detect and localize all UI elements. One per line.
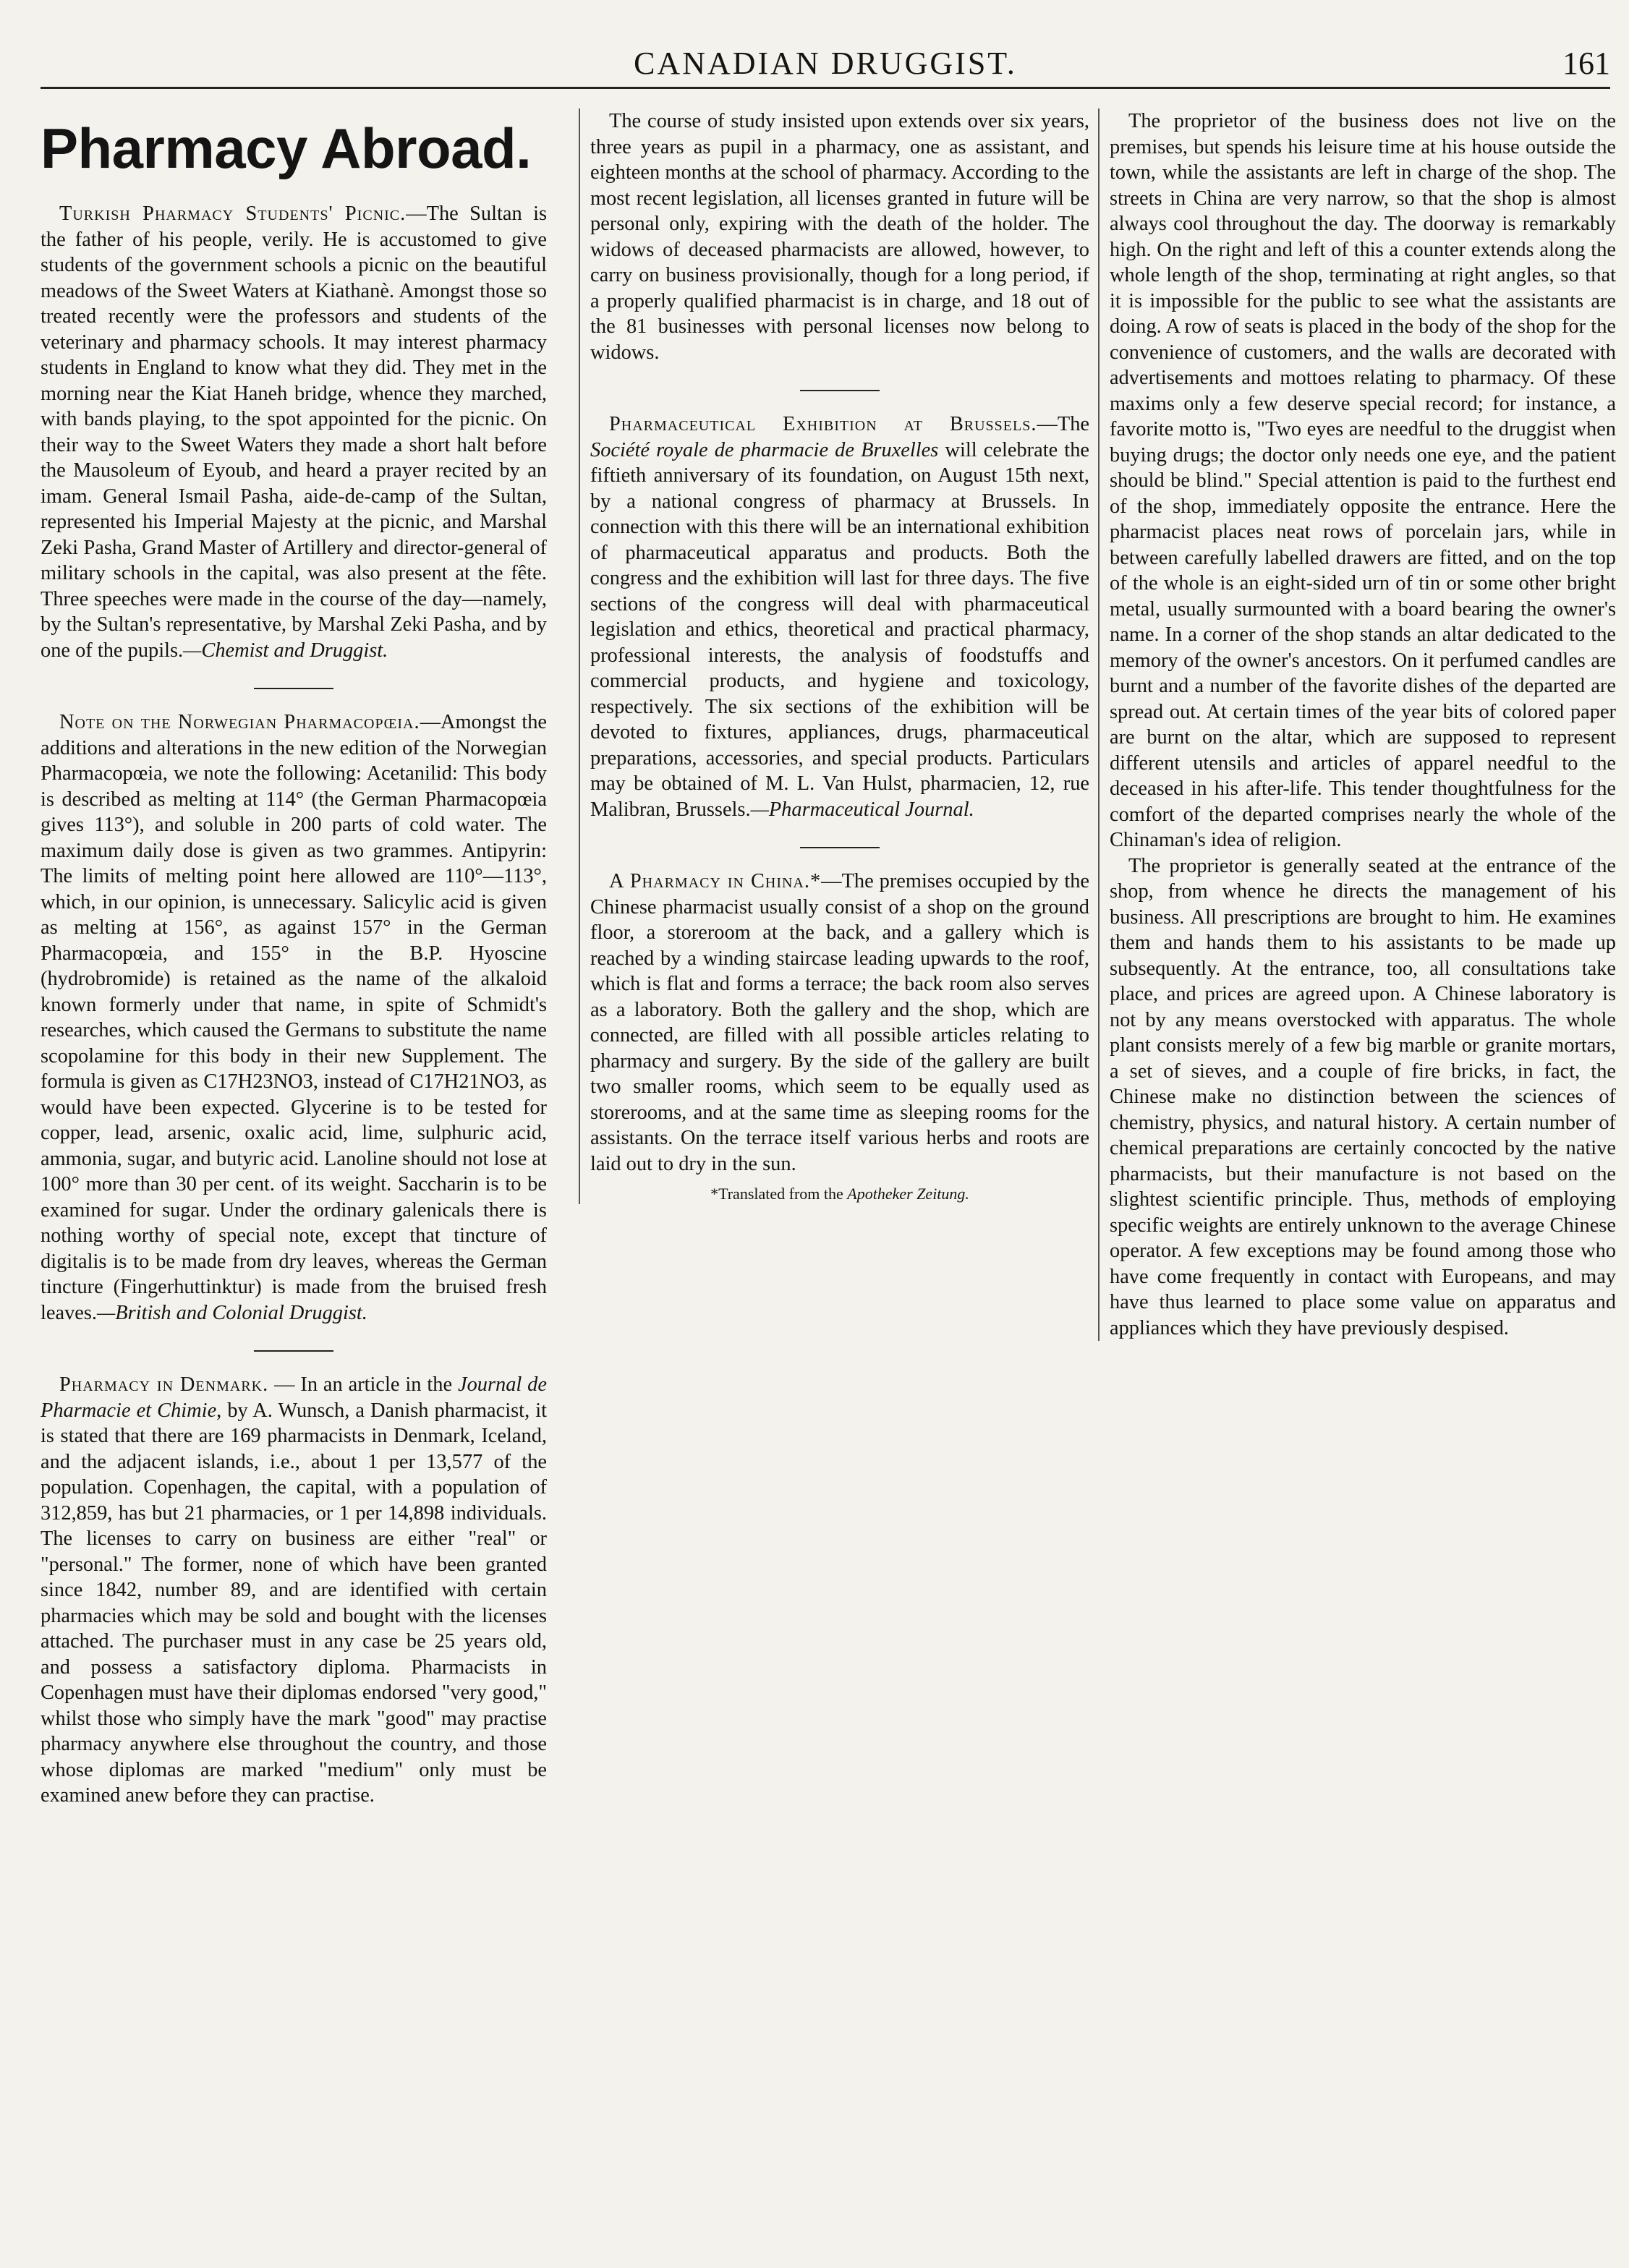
article-source: —Pharmaceutical Journal. xyxy=(750,798,974,821)
column-3 xyxy=(1098,108,1616,1341)
article-denmark-start xyxy=(41,1372,547,1809)
article-body: —The Sultan is the father of his people, verily. He is accustomed to give students of the government schools a picnic on the beautiful meadows of the Sweet Waters at Kiathanè. Amongst those so treated recently were the professors and students of the veterinary and pharmacy schools. It may interest pharmacy students in England to know what they did. They met in the morning near the Kiat Haneh bridge, whence they marched, with bands playing, to the spot appointed for the picnic. On their way to the Sweet Waters they made a short halt before the Mausoleum of Eyoub, and heard a prayer recited by an imam. General Ismail Pasha, aide-de-camp of the Sultan, represented his Imperial Majesty at the picnic, and Marshal Zeki Pasha, Grand Master of Artillery and director-general of military schools in the capital, was also present at the fête. Three speeches were made in the course of the day—namely, by the Sultan's representative, by Marshal Zeki Pasha, and by one of the pupils. xyxy=(41,202,547,662)
article-source: —Chemist and Druggist. xyxy=(183,639,388,662)
article-norwegian-pharmacopoeia xyxy=(41,709,547,1326)
journal-name: Journal de Pharmacie et Chimie xyxy=(41,1373,547,1422)
column-2 xyxy=(579,108,1089,1204)
footnote-text: *Translated from the xyxy=(710,1185,848,1203)
article-title: Pharmaceutical Exhibition at Brussels. xyxy=(609,413,1037,435)
article-body: — In an article in the xyxy=(268,1373,458,1396)
section-divider xyxy=(800,390,880,391)
article-brussels-exhibition xyxy=(590,412,1089,822)
article-paragraph: The proprietor of the business does not live on the premises, but spends his leisure time at his house outside the town, while the assistants are left in charge of the shop. The streets in China are very narrow, so that the shop is almost always cool throughout the day. The doorway is remarkably high. On the right and left of this a counter extends along the whole length of the shop, terminating at right angles, so that it is impossible for the public to see what the assistants are doing. A row of seats is placed in the body of the shop for the convenience of customers, and the walls are decorated with advertisements and mottoes relating to pharmacy. Of these maxims only a few deserve special record; for instance, a favorite motto is, "Two eyes are needful to the druggist when buying drugs; the doctor only needs one eye, and the patient should be blind." Special attention is paid to the furthest end of the shop, immediately opposite the entrance. Here the pharmacist places neat rows of porcelain jars, while in between carefully labelled drawers are fitted, and on the top of the whole is an eight-sided urn of tin or some other bright metal, usually surmounted with a board bearing the owner's name. In a corner of the shop stands an altar dedicated to the memory of the owner's ancestors. On it perfumed candles are burnt and a number of the favorite dishes of the departed are spread out. At certain times of the year bits of colored paper are burnt on the altar, which are supposed to represent different utensils and articles of apparel needful to the deceased in his after-life. This tender thoughtfulness for the comfort of the departed comprises nearly the whole of the Chinaman's idea of religion. xyxy=(1110,110,1616,851)
section-divider xyxy=(800,847,880,848)
article-paragraph: The course of study insisted upon extends over six years, three years as pupil in a pharmacy, one as assistant, and eighteen months at the school of pharmacy. According to the most recent legislation, all licenses granted in future will be personal only, expiring with the death of the holder. The widows of deceased pharmacists are allowed, however, to carry on business provisionally, though for a long period, if a properly qualified pharmacist is in charge, and 18 out of the 81 businesses with personal licenses now belong to widows. xyxy=(590,110,1089,364)
society-name: Société royale de pharmacie de Bruxelles xyxy=(590,438,939,461)
article-turkish-picnic xyxy=(41,201,547,663)
section-divider xyxy=(254,688,333,689)
article-body: , by A. Wunsch, a Danish pharmacist, it is stated that there are 169 pharmacists in Denmark, Iceland, and the adjacent islands, i.e., about 1 per 13,577 of the population. Copenhagen, the capital, with a population of 312,859, has but 21 pharmacies, or 1 per 14,898 individuals. The licenses to carry on business are either "real" or "personal." The former, none of which have been granted since 1842, number 89, and are identified with certain pharmacies which may be sold and bought with the licenses attached. The purchaser must in any case be 25 years old, and possess a satisfactory diploma. Pharmacists in Copenhagen must have their diplomas endorsed "very good," whilst those who simply have the mark "good" may practise pharmacy anywhere else throughout the country, and those whose diplomas are marked "medium" only must be examined anew before they can practise. xyxy=(41,1399,547,1807)
journal-title: CANADIAN DRUGGIST. xyxy=(634,46,1017,81)
article-body: —The premises occupied by the Chinese pharmacist usually consist of a shop on the ground floor, a storeroom at the back, and a gallery which is reached by a winding staircase leading upwards to the roof, which is flat and forms a terrace; the back room also serves as a laboratory. Both the gallery and the shop, which are connected, are filled with all possible articles relating to pharmacy and surgery. By the side of the gallery are built two smaller rooms, which seem to be equally used as storerooms, and at the same time as sleeping rooms for the assistants. On the terrace itself various herbs and roots are laid out to dry in the sun. xyxy=(590,870,1090,1175)
footnote-source: Apotheker Zeitung. xyxy=(847,1185,969,1203)
article-title: Note on the Norwegian Pharmacopœia. xyxy=(59,711,420,733)
article-denmark-cont xyxy=(590,108,1089,365)
page-header xyxy=(41,40,1610,89)
page-title: Pharmacy Abroad. xyxy=(41,116,532,180)
article-title: Pharmacy in Denmark. xyxy=(59,1373,269,1396)
article-paragraph: The proprietor is generally seated at the entrance of the shop, from whence he directs the management of his business. All prescriptions are brought to him. He examines them and hands them to his assistants to be made up subsequently. At the entrance, too, all consultations take place, and prices are agreed upon. A Chinese laboratory is not by any means overstocked with apparatus. The whole plant consists merely of a few big marble or granite mortars, a set of sieves, and a couple of fire bricks, in fact, the Chinese make no distinction between the sciences of chemistry, physics, and natural history. A certain number of chemical preparations are certainly concocted by the native pharmacists, but their manufacture is not based on the slightest scientific principle. Thus, methods of employing specific weights are entirely unknown to the average Chinese operator. A few exceptions may be found among those who have come frequently in contact with Europeans, and may have thus learned to place some value on apparatus and appliances which they have previously despised. xyxy=(1110,854,1616,1339)
footnote xyxy=(590,1184,1089,1204)
column-1 xyxy=(41,116,547,1809)
section-divider xyxy=(254,1350,333,1352)
article-body: —Amongst the additions and alterations in the new edition of the Norwegian Pharmacopœia, we note the following: Acetanilid: This body is described as melting at 114° (the German Pharmacopœia gives 113°), and soluble in 200 parts of cold water. The maximum daily dose is given as two grammes. Antipyrin: The limits of melting point here allowed are 110°—113°, which, in our opinion, is unnecessary. Salicylic acid is given as melting at 156°, as against 157° in the German Pharmacopœia, and 155° in the B.P. Hyoscine (hydrobromide) is retained as the name of the alkaloid known formerly under that name, in spite of Schmidt's researches, which caused the Germans to substitute the name scopolamine for this body in their new Supplement. The formula is given as C17H23NO3, instead of C17H21NO3, as would have been expected. Glycerine is to be tested for copper, lead, arsenic, oxalic acid, lime, sulphuric acid, ammonia, sugar, and butyric acid. Lanoline should not lose at 100° more than 30 per cent. of its weight. Saccharin is to be examined for sugar. Under the ordinary galenicals there is nothing worthy of special note, except that tincture of digitalis is to be made from dry leaves, whereas the German tincture (Fingerhuttinktur) is made from the bruised fresh leaves. xyxy=(41,711,547,1324)
article-body: will celebrate the fiftieth anniversary of its foundation, on August 15th next, by a national congress of pharmacy at Brussels. In connection with this there will be an international exhibition of pharmaceutical apparatus and products. Both the congress and the exhibition will last for three days. The five sections of the congress will deal with pharmaceutical legislation and ethics, theoretical and practical pharmacy, professional interests, the analysis of foodstuffs and commercial products, and hygiene and toxicology, respectively. The six sections of the exhibition will be devoted to fixtures, appliances, drugs, pharmaceutical preparations, accessories, and special products. Particulars may be obtained of M. L. Van Hulst, pharmacien, 12, rue Malibran, Brussels. xyxy=(590,438,1089,821)
page-number: 161 xyxy=(1562,46,1610,81)
article-china-start xyxy=(590,869,1089,1177)
article-body: —The xyxy=(1037,413,1089,435)
article-title: Turkish Pharmacy Students' Picnic. xyxy=(59,202,407,225)
article-source: —British and Colonial Druggist. xyxy=(97,1301,367,1324)
article-title: A Pharmacy in China.* xyxy=(609,870,822,892)
article-china-cont xyxy=(1110,108,1616,1341)
